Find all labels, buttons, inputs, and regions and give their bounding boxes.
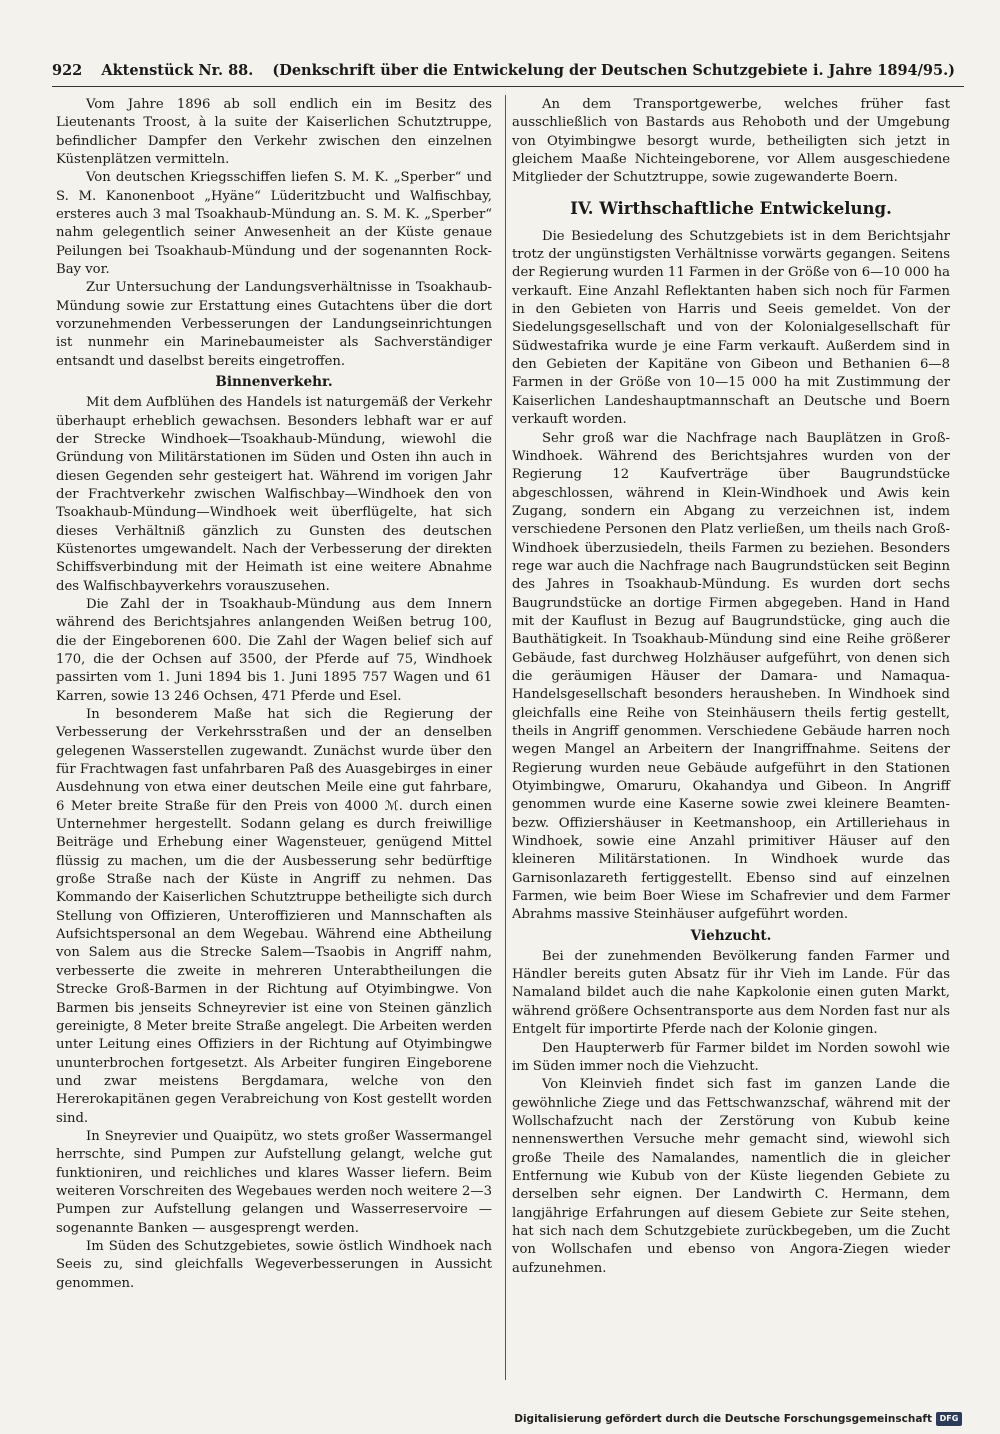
chapter-heading: IV. Wirthschaftliche Entwickelung. [570, 198, 892, 218]
paragraph: Sehr groß war die Nachfrage nach Bauplätzen in Groß-Windhoek. Während des Berichtsjahres wurden von der Regierung 12 Kaufverträge über Baugrundstücke abgeschlossen, während in Klein-Windhoek und Awis kein Zugang, sondern ein Abgang zu verzeichnen ist, indem verschiedene Personen den Platz verließen, um theils nach Groß-Windhoek überzusiedeln, theils Farmen zu beziehen. Besonders rege war auch die Nachfrage nach Baugrundstücken seit Beginn des Jahres in Tsoakhaub-Mündung. Es wurden dort sechs Baugrundstücke an dortige Firmen abgegeben. Hand in Hand mit der Kauflust in Bezug auf Baugrundstücke, ging auch die Bauthätigkeit. In Tsoakhaub-Mündung sind eine Reihe größerer Gebäude, fast durchweg Holzhäuser aufgeführt, von denen sich die geräumigen Häuser der Damara- und Namaqua-Handelsgesellschaft besonders herausheben. In Windhoek sind gleichfalls eine Reihe von Steinhäusern theils fertig gestellt, theils in Angriff genommen. Verschiedene Gebäude harren noch wegen Mangel an Arbeitern der Inangriffnahme. Seitens der Regierung wurden neue Gebäude aufgeführt in den Stationen Otyimbingwe, Omaruru, Okahandya und Gibeon. In Angriff genommen wurde eine Kaserne sowie zwei kleinere Beamten- bezw. Offiziershäuser in Keetmanshoop, ein Artilleriehaus in Windhoek, sowie eine Anzahl primitiver Häuser auf den kleineren Militärstationen. In Windhoek wurde das Garnisonlazareth fertiggestellt. Ebenso sind auf einzelnen Farmen, wie beim Boer Wiese im Schafrevier und dem Farmer Abrahms massive Steinhäuser aufgeführt worden. [512, 430, 950, 923]
digitization-footer [514, 1411, 962, 1427]
document-number: Aktenstück Nr. 88. [101, 62, 254, 79]
paragraph: An dem Transportgewerbe, welches früher fast ausschließlich von Bastards aus Rehoboth und der Umgebung von Otyimbingwe besorgt wurde, betheiligten sich jetzt in gleichem Maaße Nichteingeborene, vor Allem ausgeschiedene Mitglieder der Schutztruppe, sowie zugewanderte Boern. [512, 97, 950, 186]
footer-text: Digitalisierung gefördert durch die Deutsche Forschungsgemeinschaft [514, 1413, 932, 1425]
document-subtitle: (Denkschrift über die Entwickelung der Deutschen Schutzgebiete i. Jahre 1894/95.) [272, 62, 956, 79]
paragraph: In Sneyrevier und Quaipütz, wo stets großer Wassermangel herrschte, sind Pumpen zur Aufstellung gelangt, welche gut funktioniren, und reichliches und klares Wasser liefern. Beim weiteren Vorschreiten des Wegebaues werden noch weitere 2—3 Pumpen zur Aufstellung gelangen und Wasserreservoire — sogenannte Banken — ausgesprengt werden. [56, 1128, 492, 1236]
paragraph: Bei der zunehmenden Bevölkerung fanden Farmer und Händler bereits guten Absatz für ihr Vieh im Lande. Für das Namaland bildet auch die nahe Kapkolonie einen guten Markt, während größere Ochsentransporte aus dem Norden fast nur als Entgelt für importirte Pferde nach der Kolonie gingen. [512, 948, 950, 1038]
header-rule [52, 86, 964, 87]
dfg-logo-text: DFG [939, 1414, 959, 1423]
section-heading-binnenverkehr: Binnenverkehr. [215, 374, 333, 391]
paragraph: Mit dem Aufblühen des Handels ist naturgemäß der Verkehr überhaupt erheblich gewachsen. Besonders lebhaft war er auf der Strecke Windhoek—Tsoakhaub-Mündung, wiewohl die Gründung von Militärstationen im Süden und Osten ihn auch in diesen Gegenden sehr gesteigert hat. Während im vorigen Jahr der Frachtverkehr zwischen Walfischbay—Windhoek den von Tsoakhaub-Mündung—Windhoek weit überflügelte, hat sich dieses Verhältniß gänzlich zu Gunsten des deutschen Küstenortes umgewandelt. Nach der Verbesserung der direkten Schiffsverbindung mit der Heimath ist eine weitere Abnahme des Walfischbayverkehrs vorauszusehen. [56, 395, 492, 594]
paragraph: Vom Jahre 1896 ab soll endlich ein im Besitz des Lieutenants Troost, à la suite der Kaiserlichen Schutztruppe, befindlicher Dampfer den Verkehr zwischen den einzelnen Küstenplätzen vermitteln. [56, 97, 492, 168]
paragraph: Im Süden des Schutzgebietes, sowie östlich Windhoek nach Seeis zu, sind gleichfalls Wegeverbesserungen in Aussicht genommen. [56, 1238, 492, 1291]
paragraph: In besonderem Maße hat sich die Regierung der Verbesserung der Verkehrsstraßen und der an denselben gelegenen Wasserstellen zugewandt. Zunächst wurde über den für Frachtwagen fast unfahrbaren Paß des Auasgebirges in einer Ausdehnung von etwa einer deutschen Meile eine gut fahrbare, 6 Meter breite Straße für den Preis von 4000 ℳ. durch einen Unternehmer hergestellt. Sodann gelang es durch freiwillige Beiträge und Erhebung einer Wagensteuer, genügend Mittel flüssig zu machen, um die der Ausbesserung sehr bedürftige große Straße nach der Küste in Angriff zu nehmen. Das Kommando der Kaiserlichen Schutztruppe betheiligte sich durch Stellung von Offizieren, Unteroffizieren und Mannschaften als Aufsichtspersonal an dem Wegebau. Während eine Abtheilung von Salem aus die Strecke Salem—Tsaobis in Angriff nahm, verbesserte die zweite in mehreren Unterabtheilungen die Strecke Groß-Barmen in der Richtung auf Otyimbingwe. Von Barmen bis jenseits Schneyrevier ist eine von Steinen gänzlich gereinigte, 8 Meter breite Straße angelegt. Die Arbeiten werden unter Leitung eines Offiziers in der Richtung auf Otyimbingwe ununterbrochen fortgesetzt. Als Arbeiter fungiren Eingeborene und zwar meistens Bergdamara, welche von den Hererokapitänen gegen Verabreichung von Kost gestellt worden sind. [56, 707, 493, 1126]
left-column [56, 96, 492, 1293]
paragraph: Die Zahl der in Tsoakhaub-Mündung aus dem Innern während des Berichtsjahres anlangenden Weißen betrug 100, die der Eingeborenen 600. Die Zahl der Wagen belief sich auf 170, die der Ochsen auf 3500, der Pferde auf 75, Windhoek passirten vom 1. Juni 1894 bis 1. Juni 1895 757 Wagen und 61 Karren, sowie 13 246 Ochsen, 471 Pferde und Esel. [56, 596, 492, 704]
paragraph: Den Haupterwerb für Farmer bildet im Norden sowohl wie im Süden immer noch die Viehzucht. [512, 1040, 950, 1074]
paragraph: Von Kleinvieh findet sich fast im ganzen Lande die gewöhnliche Ziege und das Fettschwanzschaf, während mit der Wollschafzucht nach der Zerstörung von Kubub keine nennenswerthen Versuche mehr gemacht sind, wiewohl sich große Theile des Namalandes, namentlich die in gleicher Entfernung wie Kubub von der Küste liegenden Gebiete zu derselben sehr eignen. Der Landwirth C. Hermann, dem langjährige Erfahrungen auf diesem Gebiete zur Seite stehen, hat sich nach dem Schutzgebiete zurückbegeben, um die Zucht von Wollschafen und ebenso von Angora-Ziegen wieder aufzunehmen. [512, 1077, 950, 1276]
dfg-logo-icon [936, 1412, 962, 1426]
paragraph: Die Besiedelung des Schutzgebiets ist in dem Berichtsjahr trotz der ungünstigsten Verhältnisse vorwärts gegangen. Seitens der Regierung wurden 11 Farmen in der Größe von 6—10 000 ha verkauft. Eine Anzahl Reflektanten haben sich noch für Farmen in den Gebieten von Harris und Seeis gemeldet. Von der Siedelungsgesellschaft und von der Kolonialgesellschaft für Südwestafrika wurde je eine Farm verkauft. Außerdem sind in den Gebieten der Kapitäne von Gibeon und Bethanien 6—8 Farmen in der Größe von 10—15 000 ha mit Zustimmung der Kaiserlichen Landeshauptmannschaft an Deutsche und Boern verkauft worden. [512, 228, 950, 428]
page-number: 922 [52, 62, 83, 79]
page-header [52, 58, 964, 84]
column-divider [505, 95, 506, 1380]
paragraph: Von deutschen Kriegsschiffen liefen S. M. K. „Sperber“ und S. M. Kanonenboot „Hyäne“ Lüderitzbucht und Walfischbay, ersteres auch 3 mal Tsoakhaub-Mündung an. S. M. K. „Sperber“ nahm gelegentlich seiner Anwesenheit an der Küste genaue Peilungen bei Tsoakhaub-Mündung und der sogenannten Rock-Bay vor. [56, 170, 492, 278]
right-column [512, 96, 950, 1278]
paragraph: Zur Untersuchung der Landungsverhältnisse in Tsoakhaub-Mündung sowie zur Erstattung eines Gutachtens über die dort vorzunehmenden Verbesserungen der Landungseinrichtungen ist nunmehr ein Marinebaumeister als Sachverständiger entsandt und daselbst bereits eingetroffen. [56, 280, 492, 369]
section-heading-viehzucht: Viehzucht. [690, 927, 772, 944]
